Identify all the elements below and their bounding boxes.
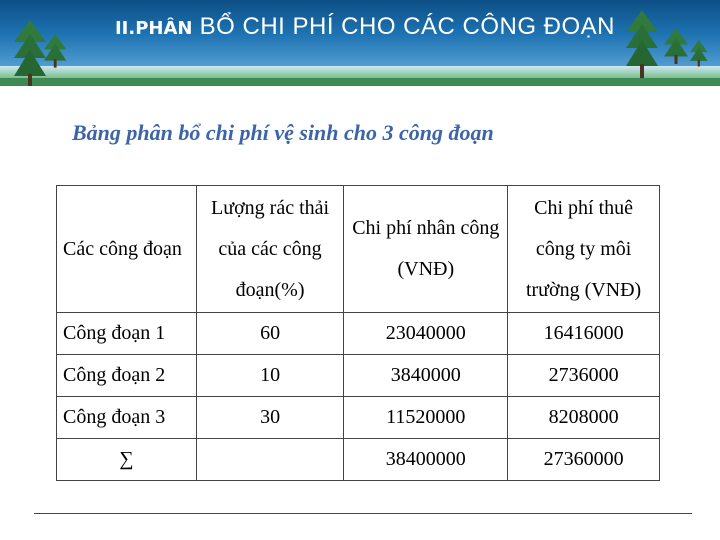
slide-title — [70, 10, 660, 46]
cost-allocation-table — [56, 185, 660, 481]
cell-sum-symbol: ∑ — [57, 439, 197, 481]
header-line: (VNĐ) — [397, 258, 455, 280]
table-row — [57, 313, 660, 355]
header-line: Lượng rác thải — [211, 196, 330, 219]
table-header-row — [57, 186, 660, 313]
header-cell-env-company-cost — [508, 186, 660, 313]
header-line: đoạn(%) — [235, 278, 305, 301]
cell-labor-cost: 3840000 — [344, 355, 508, 397]
footer-divider — [34, 513, 692, 514]
cell-waste-share: 30 — [196, 397, 344, 439]
cell-env-company-cost: 8208000 — [508, 397, 660, 439]
header-grass-base — [0, 78, 720, 86]
header-line: Chi phí nhân công — [352, 217, 500, 239]
table-total-row — [57, 439, 660, 481]
cell-waste-share — [196, 439, 344, 481]
cell-stage: Công đoạn 2 — [57, 355, 197, 397]
title-rest: BỔ CHI PHÍ CHO CÁC CÔNG ĐOẠN — [192, 13, 616, 40]
cell-waste-share: 60 — [196, 313, 344, 355]
table-row — [57, 355, 660, 397]
header-line: Chi phí thuê — [534, 196, 634, 219]
cell-labor-cost: 11520000 — [344, 397, 508, 439]
table-row — [57, 397, 660, 439]
table-caption: Bảng phân bổ chi phí vệ sinh cho 3 công đoạn — [72, 120, 494, 145]
cell-env-company-cost: 16416000 — [508, 313, 660, 355]
header-cell-waste-share — [196, 186, 344, 313]
header-cell-labor-cost — [344, 186, 508, 313]
header-line: công ty môi — [535, 237, 632, 260]
title-lead: II.PHÂN — [114, 18, 193, 39]
header-line: trường (VNĐ) — [525, 278, 642, 301]
slide-header-banner — [0, 0, 720, 86]
cell-stage: Công đoạn 1 — [57, 313, 197, 355]
header-line: của các công — [218, 237, 322, 260]
cell-labor-cost: 23040000 — [344, 313, 508, 355]
cell-labor-cost-total: 38400000 — [344, 439, 508, 481]
cell-waste-share: 10 — [196, 355, 344, 397]
header-cell-stages — [57, 186, 197, 313]
cell-env-company-cost: 2736000 — [508, 355, 660, 397]
cell-stage: Công đoạn 3 — [57, 397, 197, 439]
cell-env-company-cost-total: 27360000 — [508, 439, 660, 481]
header-line: Các công đoạn — [63, 237, 182, 260]
